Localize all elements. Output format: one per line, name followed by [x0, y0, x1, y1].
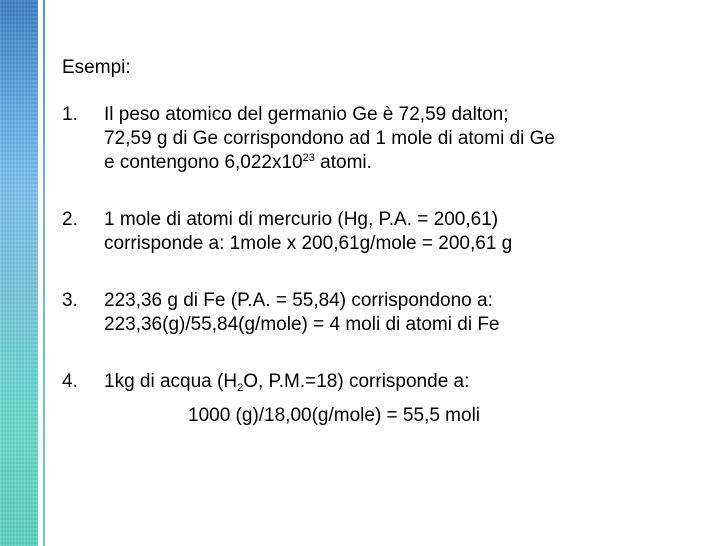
item-1-line-1: Il peso atomico del germanio Ge è 72,59 dalton; — [104, 104, 509, 125]
slide-content — [62, 56, 702, 461]
item-1-line-2: 72,59 g di Ge corrispondono ad 1 mole di atomi di Ge — [104, 128, 555, 149]
item-number: 2. — [62, 209, 78, 230]
subscript: 2 — [237, 382, 244, 394]
list-item-2 — [62, 208, 702, 256]
item-2-line-2: corrisponde a: 1mole x 200,61g/mole = 200,61 g — [104, 233, 513, 254]
atoms-text: atomi. — [314, 152, 372, 173]
item-number: 1. — [62, 104, 78, 125]
item-3-line-2: 223,36(g)/55,84(g/mole) = 4 moli di atomi di Fe — [104, 314, 500, 335]
item-2-line-1: 1 mole di atomi di mercurio (Hg, P.A. = 200,61) — [104, 209, 499, 230]
list-item-1 — [62, 103, 702, 175]
water-text: 1kg di acqua (H — [104, 371, 238, 392]
item-number: 3. — [62, 290, 78, 311]
vertical-divider — [43, 0, 45, 546]
item-4-line-2: 1000 (g)/18,00(g/mole) = 55,5 moli — [188, 405, 481, 426]
decorative-sidebar — [0, 0, 38, 546]
list-item-3 — [62, 289, 702, 337]
sidebar-texture — [0, 0, 38, 546]
item-1-line-3 — [104, 151, 702, 175]
avogadro-text: e contengono 6,022x10 — [104, 152, 303, 173]
water-rest-text: O, P.M.=18) corrisponde a: — [243, 371, 470, 392]
slide-heading: Esempi: — [62, 57, 131, 78]
list-item-4 — [62, 370, 702, 428]
item-number: 4. — [62, 371, 78, 392]
item-4-line-1 — [104, 370, 702, 394]
item-3-line-1: 223,36 g di Fe (P.A. = 55,84) corrispondono a: — [104, 290, 493, 311]
exponent: 23 — [302, 152, 315, 164]
